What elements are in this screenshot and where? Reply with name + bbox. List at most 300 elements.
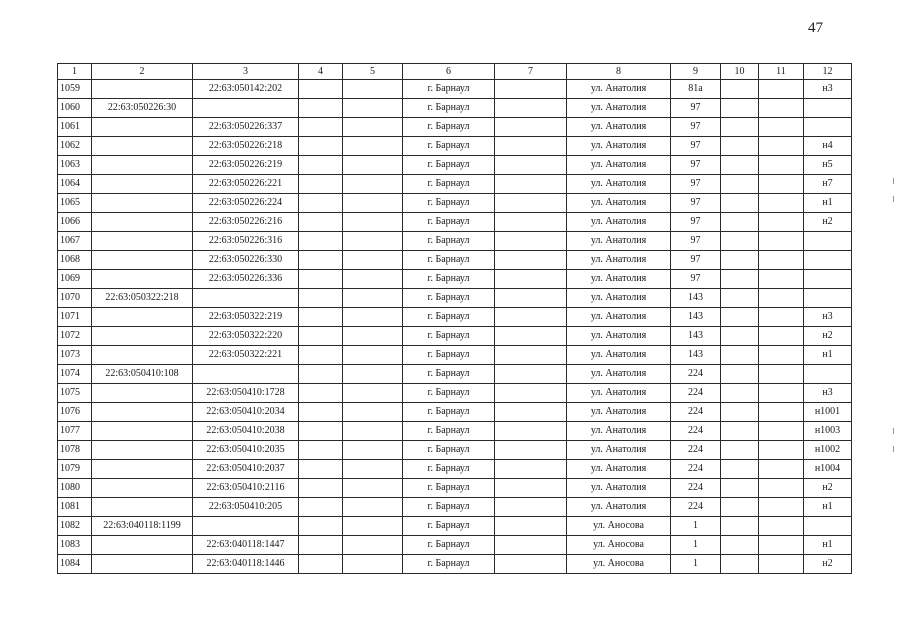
cell-col-10 <box>721 137 759 156</box>
cell-col-1: 1059 <box>58 80 92 99</box>
cell-col-12: н3 <box>804 384 852 403</box>
cell-col-5 <box>343 175 403 194</box>
cell-col-1: 1071 <box>58 308 92 327</box>
col-header-7: 7 <box>495 64 567 80</box>
cell-col-11 <box>759 403 804 422</box>
cell-col-10 <box>721 232 759 251</box>
cell-col-12: н2 <box>804 213 852 232</box>
cell-col-5 <box>343 498 403 517</box>
cell-col-1: 1061 <box>58 118 92 137</box>
cell-col-2 <box>92 422 193 441</box>
cell-col-9: 97 <box>671 137 721 156</box>
cell-col-9: 224 <box>671 365 721 384</box>
page-number: 47 <box>808 20 823 36</box>
cell-col-7 <box>495 327 567 346</box>
cell-col-10 <box>721 346 759 365</box>
cell-col-2 <box>92 460 193 479</box>
cell-col-3: 22:63:050226:219 <box>193 156 299 175</box>
cell-col-12: н1002 <box>804 441 852 460</box>
cell-col-8: ул. Анатолия <box>567 80 671 99</box>
cell-col-2 <box>92 441 193 460</box>
cell-col-9: 224 <box>671 384 721 403</box>
cell-col-5 <box>343 460 403 479</box>
cell-col-12: н1 <box>804 498 852 517</box>
cell-col-9: 97 <box>671 194 721 213</box>
cell-col-10 <box>721 213 759 232</box>
cell-col-4 <box>299 498 343 517</box>
cell-col-2 <box>92 479 193 498</box>
cell-col-12: н3 <box>804 80 852 99</box>
table-row <box>58 118 852 137</box>
cell-col-6: г. Барнаул <box>403 536 495 555</box>
cell-col-4 <box>299 365 343 384</box>
cell-col-3: 22:63:050226:336 <box>193 270 299 289</box>
cell-col-7 <box>495 251 567 270</box>
cell-col-9: 143 <box>671 346 721 365</box>
cell-col-5 <box>343 270 403 289</box>
cell-col-5 <box>343 251 403 270</box>
cell-col-11 <box>759 232 804 251</box>
cell-col-6: г. Барнаул <box>403 441 495 460</box>
cell-col-11 <box>759 308 804 327</box>
table-row <box>58 403 852 422</box>
cell-col-10 <box>721 441 759 460</box>
table-row <box>58 441 852 460</box>
cell-col-9: 97 <box>671 175 721 194</box>
cell-col-11 <box>759 422 804 441</box>
cell-col-10 <box>721 498 759 517</box>
cell-col-10 <box>721 251 759 270</box>
cell-col-11 <box>759 498 804 517</box>
cell-col-7 <box>495 403 567 422</box>
cell-col-12: н1 <box>804 194 852 213</box>
cell-col-7 <box>495 555 567 574</box>
cell-col-7 <box>495 498 567 517</box>
cell-col-9: 97 <box>671 270 721 289</box>
cell-col-2 <box>92 536 193 555</box>
cell-col-10 <box>721 175 759 194</box>
cell-col-3: 22:63:050410:2116 <box>193 479 299 498</box>
cell-col-9: 97 <box>671 99 721 118</box>
cell-col-8: ул. Анатолия <box>567 137 671 156</box>
cell-col-12 <box>804 365 852 384</box>
cell-col-6: г. Барнаул <box>403 308 495 327</box>
cell-col-8: ул. Анатолия <box>567 194 671 213</box>
cell-col-7 <box>495 365 567 384</box>
cell-col-2: 22:63:040118:1199 <box>92 517 193 536</box>
table-row <box>58 156 852 175</box>
cell-col-6: г. Барнаул <box>403 498 495 517</box>
cell-col-6: г. Барнаул <box>403 251 495 270</box>
table-row <box>58 251 852 270</box>
cell-col-6: г. Барнаул <box>403 479 495 498</box>
cell-col-5 <box>343 289 403 308</box>
cell-col-1: 1078 <box>58 441 92 460</box>
cell-col-7 <box>495 517 567 536</box>
cell-col-11 <box>759 289 804 308</box>
margin-mark <box>893 428 894 434</box>
cell-col-4 <box>299 384 343 403</box>
table-row <box>58 422 852 441</box>
cell-col-1: 1082 <box>58 517 92 536</box>
cell-col-8: ул. Анатолия <box>567 422 671 441</box>
cell-col-3: 22:63:050226:316 <box>193 232 299 251</box>
cell-col-8: ул. Анатолия <box>567 403 671 422</box>
cell-col-3 <box>193 289 299 308</box>
cell-col-4 <box>299 232 343 251</box>
cell-col-6: г. Барнаул <box>403 270 495 289</box>
cell-col-10 <box>721 555 759 574</box>
cell-col-12: н2 <box>804 555 852 574</box>
table-row <box>58 479 852 498</box>
cell-col-4 <box>299 441 343 460</box>
table-row <box>58 536 852 555</box>
table-row <box>58 365 852 384</box>
cell-col-1: 1062 <box>58 137 92 156</box>
cell-col-11 <box>759 479 804 498</box>
cell-col-4 <box>299 346 343 365</box>
cell-col-11 <box>759 175 804 194</box>
cell-col-4 <box>299 194 343 213</box>
table-row <box>58 289 852 308</box>
col-header-2: 2 <box>92 64 193 80</box>
cell-col-9: 143 <box>671 327 721 346</box>
cell-col-10 <box>721 536 759 555</box>
table-row <box>58 137 852 156</box>
cell-col-11 <box>759 213 804 232</box>
cell-col-3: 22:63:050410:1728 <box>193 384 299 403</box>
cell-col-2 <box>92 213 193 232</box>
cell-col-6: г. Барнаул <box>403 156 495 175</box>
cell-col-3: 22:63:040118:1446 <box>193 555 299 574</box>
cell-col-10 <box>721 270 759 289</box>
cell-col-2 <box>92 555 193 574</box>
margin-mark <box>893 178 894 184</box>
cell-col-7 <box>495 80 567 99</box>
cell-col-8: ул. Анатолия <box>567 346 671 365</box>
cell-col-4 <box>299 308 343 327</box>
cell-col-4 <box>299 80 343 99</box>
cell-col-10 <box>721 403 759 422</box>
cell-col-11 <box>759 365 804 384</box>
cell-col-12: н7 <box>804 175 852 194</box>
table-row <box>58 498 852 517</box>
cell-col-8: ул. Аносова <box>567 555 671 574</box>
cell-col-1: 1079 <box>58 460 92 479</box>
cell-col-7 <box>495 346 567 365</box>
cell-col-9: 97 <box>671 251 721 270</box>
cell-col-11 <box>759 99 804 118</box>
cell-col-7 <box>495 308 567 327</box>
col-header-3: 3 <box>193 64 299 80</box>
cell-col-8: ул. Анатолия <box>567 289 671 308</box>
cell-col-2 <box>92 80 193 99</box>
cell-col-5 <box>343 346 403 365</box>
cell-col-1: 1060 <box>58 99 92 118</box>
cell-col-1: 1067 <box>58 232 92 251</box>
table-row <box>58 99 852 118</box>
col-header-1: 1 <box>58 64 92 80</box>
cell-col-6: г. Барнаул <box>403 517 495 536</box>
cell-col-7 <box>495 441 567 460</box>
cell-col-2 <box>92 194 193 213</box>
cell-col-7 <box>495 422 567 441</box>
cell-col-2 <box>92 137 193 156</box>
cell-col-12: н1 <box>804 346 852 365</box>
cell-col-8: ул. Анатолия <box>567 232 671 251</box>
cell-col-5 <box>343 213 403 232</box>
cell-col-2 <box>92 251 193 270</box>
cell-col-1: 1075 <box>58 384 92 403</box>
cell-col-7 <box>495 156 567 175</box>
cell-col-8: ул. Аносова <box>567 536 671 555</box>
cell-col-4 <box>299 156 343 175</box>
cell-col-11 <box>759 270 804 289</box>
cell-col-5 <box>343 137 403 156</box>
cell-col-9: 97 <box>671 213 721 232</box>
cell-col-6: г. Барнаул <box>403 99 495 118</box>
cell-col-11 <box>759 194 804 213</box>
cell-col-8: ул. Анатолия <box>567 251 671 270</box>
cell-col-7 <box>495 289 567 308</box>
cell-col-3: 22:63:050142:202 <box>193 80 299 99</box>
cell-col-12 <box>804 232 852 251</box>
cell-col-1: 1072 <box>58 327 92 346</box>
cell-col-10 <box>721 80 759 99</box>
cell-col-10 <box>721 99 759 118</box>
cell-col-8: ул. Анатолия <box>567 308 671 327</box>
col-header-9: 9 <box>671 64 721 80</box>
cell-col-7 <box>495 175 567 194</box>
col-header-10: 10 <box>721 64 759 80</box>
cell-col-2 <box>92 384 193 403</box>
cell-col-4 <box>299 251 343 270</box>
cell-col-6: г. Барнаул <box>403 403 495 422</box>
cell-col-11 <box>759 555 804 574</box>
cell-col-12: н1001 <box>804 403 852 422</box>
table-row <box>58 80 852 99</box>
table-row <box>58 270 852 289</box>
margin-mark <box>893 196 894 202</box>
cell-col-5 <box>343 327 403 346</box>
cell-col-11 <box>759 441 804 460</box>
cell-col-12: н5 <box>804 156 852 175</box>
cell-col-6: г. Барнаул <box>403 384 495 403</box>
cell-col-6: г. Барнаул <box>403 365 495 384</box>
cell-col-3: 22:63:050322:219 <box>193 308 299 327</box>
cell-col-11 <box>759 251 804 270</box>
cell-col-8: ул. Анатолия <box>567 270 671 289</box>
cell-col-5 <box>343 555 403 574</box>
cell-col-3: 22:63:050226:218 <box>193 137 299 156</box>
cell-col-6: г. Барнаул <box>403 346 495 365</box>
cell-col-6: г. Барнаул <box>403 327 495 346</box>
cell-col-1: 1080 <box>58 479 92 498</box>
cell-col-5 <box>343 80 403 99</box>
cell-col-7 <box>495 479 567 498</box>
cell-col-7 <box>495 137 567 156</box>
cell-col-12 <box>804 517 852 536</box>
cell-col-3: 22:63:050410:205 <box>193 498 299 517</box>
cell-col-6: г. Барнаул <box>403 289 495 308</box>
cell-col-10 <box>721 156 759 175</box>
cell-col-5 <box>343 384 403 403</box>
cell-col-5 <box>343 99 403 118</box>
cell-col-10 <box>721 460 759 479</box>
cell-col-1: 1064 <box>58 175 92 194</box>
cell-col-3: 22:63:050226:337 <box>193 118 299 137</box>
cell-col-9: 224 <box>671 422 721 441</box>
cell-col-2 <box>92 346 193 365</box>
cell-col-2: 22:63:050410:108 <box>92 365 193 384</box>
cell-col-4 <box>299 403 343 422</box>
cell-col-3: 22:63:050322:220 <box>193 327 299 346</box>
cell-col-2 <box>92 118 193 137</box>
header-row <box>58 64 852 80</box>
cell-col-12 <box>804 99 852 118</box>
cell-col-5 <box>343 422 403 441</box>
cell-col-12 <box>804 251 852 270</box>
col-header-4: 4 <box>299 64 343 80</box>
cell-col-8: ул. Анатолия <box>567 460 671 479</box>
cell-col-1: 1081 <box>58 498 92 517</box>
cell-col-5 <box>343 308 403 327</box>
table-row <box>58 346 852 365</box>
cell-col-1: 1083 <box>58 536 92 555</box>
cell-col-8: ул. Анатолия <box>567 384 671 403</box>
cell-col-3: 22:63:050226:330 <box>193 251 299 270</box>
table-row <box>58 327 852 346</box>
cell-col-2 <box>92 327 193 346</box>
cell-col-8: ул. Анатолия <box>567 441 671 460</box>
cell-col-9: 224 <box>671 460 721 479</box>
cell-col-11 <box>759 384 804 403</box>
cell-col-9: 224 <box>671 498 721 517</box>
col-header-6: 6 <box>403 64 495 80</box>
cell-col-5 <box>343 194 403 213</box>
cell-col-10 <box>721 365 759 384</box>
cell-col-7 <box>495 194 567 213</box>
cell-col-7 <box>495 536 567 555</box>
col-header-8: 8 <box>567 64 671 80</box>
cell-col-2 <box>92 270 193 289</box>
cell-col-2 <box>92 156 193 175</box>
cell-col-2 <box>92 175 193 194</box>
cell-col-4 <box>299 99 343 118</box>
table-row <box>58 213 852 232</box>
cell-col-9: 97 <box>671 156 721 175</box>
cell-col-10 <box>721 289 759 308</box>
cell-col-9: 1 <box>671 536 721 555</box>
cell-col-6: г. Барнаул <box>403 194 495 213</box>
cell-col-3: 22:63:050410:2035 <box>193 441 299 460</box>
cell-col-10 <box>721 479 759 498</box>
cell-col-4 <box>299 118 343 137</box>
cell-col-4 <box>299 479 343 498</box>
cell-col-7 <box>495 232 567 251</box>
cell-col-7 <box>495 99 567 118</box>
cell-col-8: ул. Анатолия <box>567 156 671 175</box>
cell-col-1: 1073 <box>58 346 92 365</box>
cell-col-1: 1084 <box>58 555 92 574</box>
cell-col-1: 1069 <box>58 270 92 289</box>
cell-col-7 <box>495 460 567 479</box>
cell-col-4 <box>299 213 343 232</box>
cell-col-4 <box>299 536 343 555</box>
cell-col-3: 22:63:050410:2038 <box>193 422 299 441</box>
cell-col-8: ул. Анатолия <box>567 175 671 194</box>
cell-col-9: 97 <box>671 232 721 251</box>
cell-col-2 <box>92 308 193 327</box>
cell-col-4 <box>299 270 343 289</box>
cell-col-1: 1074 <box>58 365 92 384</box>
cell-col-9: 1 <box>671 517 721 536</box>
cell-col-8: ул. Анатолия <box>567 365 671 384</box>
cell-col-12: н1 <box>804 536 852 555</box>
cell-col-11 <box>759 137 804 156</box>
cell-col-6: г. Барнаул <box>403 422 495 441</box>
cell-col-3 <box>193 517 299 536</box>
cell-col-6: г. Барнаул <box>403 213 495 232</box>
cell-col-2: 22:63:050322:218 <box>92 289 193 308</box>
cell-col-5 <box>343 232 403 251</box>
register-table <box>57 63 852 574</box>
table-row <box>58 194 852 213</box>
cell-col-8: ул. Анатолия <box>567 213 671 232</box>
cell-col-5 <box>343 118 403 137</box>
cell-col-10 <box>721 118 759 137</box>
cell-col-11 <box>759 346 804 365</box>
cell-col-3: 22:63:050226:221 <box>193 175 299 194</box>
cell-col-1: 1063 <box>58 156 92 175</box>
cell-col-7 <box>495 213 567 232</box>
cell-col-4 <box>299 137 343 156</box>
cell-col-12: н2 <box>804 479 852 498</box>
cell-col-11 <box>759 327 804 346</box>
cell-col-4 <box>299 517 343 536</box>
cell-col-6: г. Барнаул <box>403 118 495 137</box>
table-row <box>58 232 852 251</box>
cell-col-9: 143 <box>671 289 721 308</box>
cell-col-9: 224 <box>671 479 721 498</box>
cell-col-9: 1 <box>671 555 721 574</box>
cell-col-5 <box>343 536 403 555</box>
cell-col-1: 1077 <box>58 422 92 441</box>
col-header-5: 5 <box>343 64 403 80</box>
cell-col-9: 224 <box>671 403 721 422</box>
cell-col-12: н4 <box>804 137 852 156</box>
cell-col-3 <box>193 99 299 118</box>
cell-col-11 <box>759 80 804 99</box>
cell-col-2: 22:63:050226:30 <box>92 99 193 118</box>
cell-col-5 <box>343 156 403 175</box>
col-header-11: 11 <box>759 64 804 80</box>
cell-col-1: 1068 <box>58 251 92 270</box>
table-row <box>58 555 852 574</box>
cell-col-8: ул. Анатолия <box>567 99 671 118</box>
cell-col-12: н1003 <box>804 422 852 441</box>
cell-col-8: ул. Анатолия <box>567 118 671 137</box>
cell-col-8: ул. Анатолия <box>567 479 671 498</box>
cell-col-5 <box>343 517 403 536</box>
cell-col-11 <box>759 156 804 175</box>
cell-col-3: 22:63:050410:2034 <box>193 403 299 422</box>
cell-col-4 <box>299 460 343 479</box>
cell-col-6: г. Барнаул <box>403 460 495 479</box>
col-header-12: 12 <box>804 64 852 80</box>
cell-col-7 <box>495 118 567 137</box>
cell-col-1: 1070 <box>58 289 92 308</box>
